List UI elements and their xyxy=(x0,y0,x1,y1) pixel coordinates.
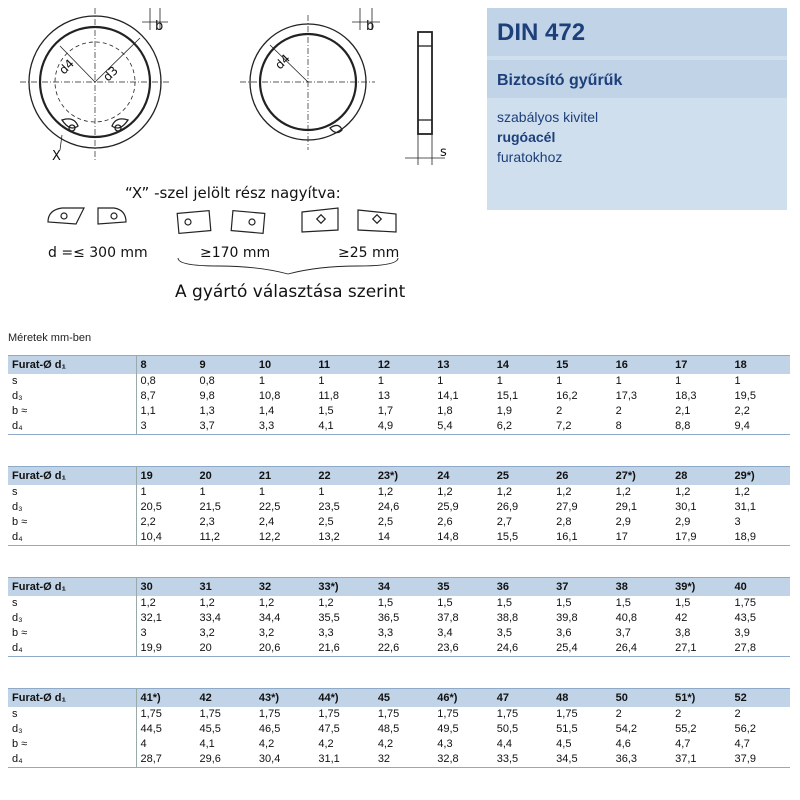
table-cell: 37,8 xyxy=(437,612,459,624)
table-cell: 1,2 xyxy=(615,486,631,498)
table-cell: 1,75 xyxy=(199,708,221,720)
table-cell: 32,8 xyxy=(433,752,492,768)
table-cell: 3,3 xyxy=(318,627,334,639)
table-cell: 1,2 xyxy=(140,597,156,609)
table-cell: 1,3 xyxy=(199,405,215,417)
table-cell: 44,5 xyxy=(140,723,162,735)
table-cell: 4,3 xyxy=(437,738,453,750)
table-cell: 2 xyxy=(734,708,741,720)
header-cell: 10 xyxy=(255,356,314,375)
table-cell: 0,8 xyxy=(140,375,156,387)
table-cell: 29,1 xyxy=(615,501,638,513)
table-cell: 1,5 xyxy=(556,597,572,609)
table-cell: 36,5 xyxy=(377,612,400,624)
table-cell: 14,1 xyxy=(437,390,459,402)
table-cell: 1 xyxy=(496,375,503,387)
table-cell: 50,5 xyxy=(496,723,519,735)
header-cell: 9 xyxy=(195,356,254,375)
header-cell: 33*) xyxy=(314,578,373,597)
header-cell: 15 xyxy=(552,356,611,375)
table-cell: 2,7 xyxy=(496,516,513,528)
header-cell: 47 xyxy=(493,689,552,708)
table-cell: 3,2 xyxy=(199,627,215,639)
header-cell: 22 xyxy=(314,467,373,486)
table-cell: 28,7 xyxy=(136,752,195,768)
table-cell: 3 xyxy=(136,419,195,435)
table-cell: 5,4 xyxy=(433,419,492,435)
table-cell: 25,9 xyxy=(437,501,459,513)
table-row xyxy=(8,419,790,435)
table-cell: 1,75 xyxy=(258,708,281,720)
table-cell: 34,4 xyxy=(258,612,281,624)
table-header-row xyxy=(8,578,790,597)
table-row xyxy=(8,611,790,626)
label-s: s xyxy=(440,145,447,160)
table-cell: 1 xyxy=(734,375,741,387)
header-cell: 21 xyxy=(255,467,314,486)
header-cell: 11 xyxy=(314,356,373,375)
table-cell: 2,5 xyxy=(377,516,394,528)
row-label: d₄ xyxy=(8,530,136,546)
table-cell: 33,4 xyxy=(199,612,221,624)
table-cell: 3,8 xyxy=(675,627,691,639)
table-cell: 1,5 xyxy=(437,597,453,609)
header-cell: 34 xyxy=(374,578,433,597)
header-cell: 45 xyxy=(374,689,433,708)
header-cell: 36 xyxy=(493,578,552,597)
table-cell: 17,3 xyxy=(615,390,638,402)
table-cell: 24,6 xyxy=(377,501,400,513)
table-cell: 9,8 xyxy=(199,390,215,402)
row-label: b ≈ xyxy=(8,404,136,419)
table-cell: 22,6 xyxy=(374,641,433,657)
table-cell: 9,4 xyxy=(731,419,790,435)
table-cell: 3,3 xyxy=(377,627,394,639)
table-cell: 0,8 xyxy=(199,375,215,387)
table-cell: 1 xyxy=(258,486,266,498)
table-cell: 4,2 xyxy=(318,738,334,750)
table-cell: 4,7 xyxy=(675,738,691,750)
header-cell: 52 xyxy=(731,689,790,708)
table-cell: 7,2 xyxy=(552,419,611,435)
header-cell: 23*) xyxy=(374,467,433,486)
table-cell: 32 xyxy=(374,752,433,768)
table-cell: 33,5 xyxy=(493,752,552,768)
table-cell: 4,1 xyxy=(199,738,215,750)
header-cell: 46*) xyxy=(433,689,492,708)
row-label: b ≈ xyxy=(8,515,136,530)
table-row xyxy=(8,722,790,737)
header-cell: 28 xyxy=(671,467,730,486)
table-cell: 2 xyxy=(556,405,563,417)
table-row xyxy=(8,389,790,404)
table-row xyxy=(8,626,790,641)
product-title: Biztosító gyűrűk xyxy=(497,72,623,89)
table-cell: 55,2 xyxy=(675,723,697,735)
table-cell: 1 xyxy=(675,375,682,387)
table-cell: 1,7 xyxy=(377,405,394,417)
table-header-row xyxy=(8,689,790,708)
table-cell: 54,2 xyxy=(615,723,638,735)
row-label: d₃ xyxy=(8,500,136,515)
table-cell: 1,1 xyxy=(140,405,156,417)
table-cell: 17 xyxy=(612,530,671,546)
table-cell: 4,5 xyxy=(556,738,572,750)
table-cell: 16,1 xyxy=(552,530,611,546)
header-cell: 38 xyxy=(612,578,671,597)
table-cell: 10,8 xyxy=(258,390,281,402)
table-header-row xyxy=(8,467,790,486)
table-row xyxy=(8,530,790,546)
header-cell: 31 xyxy=(195,578,254,597)
header-cell: 20 xyxy=(195,467,254,486)
table-cell: 1,5 xyxy=(675,597,691,609)
table-cell: 8 xyxy=(612,419,671,435)
table-cell: 1,5 xyxy=(377,597,394,609)
header-cell: 19 xyxy=(136,467,195,486)
table-cell: 2,6 xyxy=(437,516,453,528)
detail-label-d: d =≤ 300 mm xyxy=(48,245,148,261)
table-cell: 1 xyxy=(556,375,563,387)
table-cell: 20,6 xyxy=(255,641,314,657)
table-cell: 4,1 xyxy=(314,419,373,435)
table-cell: 1,2 xyxy=(734,486,750,498)
table-cell: 6,2 xyxy=(493,419,552,435)
table-row xyxy=(8,485,790,500)
detail-shapes xyxy=(48,208,398,274)
dimension-table-3 xyxy=(8,577,790,657)
table-row xyxy=(8,707,790,722)
table-cell: 1,75 xyxy=(556,708,578,720)
row-label: d₄ xyxy=(8,641,136,657)
row-label: s xyxy=(8,596,136,611)
table-cell: 4,4 xyxy=(496,738,513,750)
table-cell: 20 xyxy=(195,641,254,657)
table-cell: 11,8 xyxy=(318,390,339,402)
table-cell: 1,5 xyxy=(318,405,334,417)
ring-side-view xyxy=(405,32,445,165)
header-cell: 14 xyxy=(493,356,552,375)
table-cell: 1,75 xyxy=(377,708,400,720)
ring-front-view-left xyxy=(20,8,170,160)
header-cell: 8 xyxy=(136,356,195,375)
table-cell: 13 xyxy=(377,390,391,402)
table-cell: 45,5 xyxy=(199,723,221,735)
table-cell: 14,8 xyxy=(433,530,492,546)
ring-front-view-middle xyxy=(240,8,380,150)
table-cell: 3,6 xyxy=(556,627,572,639)
table-row xyxy=(8,596,790,611)
table-cell: 21,6 xyxy=(314,641,373,657)
table-cell: 1 xyxy=(258,375,266,387)
table-cell: 36,3 xyxy=(612,752,671,768)
table-cell: 14 xyxy=(374,530,433,546)
table-row xyxy=(8,737,790,752)
header-cell: 50 xyxy=(612,689,671,708)
table-cell: 49,5 xyxy=(437,723,459,735)
table-cell: 48,5 xyxy=(377,723,400,735)
table-cell: 18,3 xyxy=(675,390,697,402)
table-cell: 1 xyxy=(318,486,325,498)
row-label: b ≈ xyxy=(8,737,136,752)
detail-label-170: ≥170 mm xyxy=(200,245,271,261)
table-cell: 35,5 xyxy=(318,612,340,624)
table-cell: 22,5 xyxy=(258,501,281,513)
table-cell: 56,2 xyxy=(734,723,756,735)
table-row xyxy=(8,515,790,530)
table-row xyxy=(8,500,790,515)
table-cell: 4,2 xyxy=(377,738,394,750)
table-cell: 19,5 xyxy=(734,390,756,402)
table-cell: 25,4 xyxy=(552,641,611,657)
table-cell: 12,2 xyxy=(255,530,314,546)
table-cell: 2 xyxy=(675,708,682,720)
table-cell: 1,2 xyxy=(496,486,513,498)
label-x: X xyxy=(52,149,61,164)
table-cell: 19,9 xyxy=(136,641,195,657)
row-label: d₃ xyxy=(8,389,136,404)
dimension-table-1 xyxy=(8,355,790,435)
table-cell: 1,2 xyxy=(258,597,275,609)
table-cell: 37,1 xyxy=(671,752,730,768)
table-cell: 1 xyxy=(140,486,147,498)
header-cell: 27*) xyxy=(612,467,671,486)
table-cell: 2,9 xyxy=(615,516,631,528)
table-cell: 46,5 xyxy=(258,723,281,735)
table-cell: 1 xyxy=(318,375,325,387)
label-d3: d3 xyxy=(100,63,121,85)
table-cell: 27,9 xyxy=(556,501,578,513)
table-cell: 4,7 xyxy=(734,738,750,750)
row-label: d₄ xyxy=(8,752,136,768)
label-b-left: b xyxy=(155,19,164,34)
table-cell: 27,1 xyxy=(671,641,730,657)
header-cell: 18 xyxy=(731,356,790,375)
table-cell: 27,8 xyxy=(731,641,790,657)
table-cell: 34,5 xyxy=(552,752,611,768)
table-cell: 2,1 xyxy=(675,405,691,417)
table-row xyxy=(8,404,790,419)
row-label: d₄ xyxy=(8,419,136,435)
header-cell: 44*) xyxy=(314,689,373,708)
label-d4-middle: d4 xyxy=(272,51,293,73)
table-cell: 8,7 xyxy=(140,390,156,402)
table-cell: 31,1 xyxy=(314,752,373,768)
header-cell: 26 xyxy=(552,467,611,486)
table-cell: 3 xyxy=(140,627,147,639)
table-cell: 1,75 xyxy=(496,708,519,720)
table-cell: 30,4 xyxy=(255,752,314,768)
table-cell: 1,4 xyxy=(258,405,275,417)
table-cell: 1,75 xyxy=(318,708,340,720)
technical-drawing xyxy=(0,0,480,315)
table-cell: 2,8 xyxy=(556,516,572,528)
table-cell: 1,75 xyxy=(734,597,756,609)
table-cell: 18,9 xyxy=(731,530,790,546)
desc-line-3: furatokhoz xyxy=(497,149,563,165)
table-cell: 1 xyxy=(437,375,444,387)
table-cell: 1,2 xyxy=(318,597,334,609)
dimension-table-2 xyxy=(8,466,790,546)
table-cell: 4,6 xyxy=(615,738,631,750)
header-cell: 30 xyxy=(136,578,195,597)
header-cell: 16 xyxy=(612,356,671,375)
row-label: b ≈ xyxy=(8,626,136,641)
row-label: Furat-Ø d₁ xyxy=(8,356,136,375)
table-cell: 13,2 xyxy=(314,530,373,546)
row-label: Furat-Ø d₁ xyxy=(8,689,136,708)
table-cell: 3,9 xyxy=(734,627,750,639)
table-cell: 15,5 xyxy=(493,530,552,546)
label-b-middle: b xyxy=(366,19,375,34)
table-cell: 40,8 xyxy=(615,612,638,624)
table-cell: 1,2 xyxy=(437,486,453,498)
table-cell: 3,7 xyxy=(195,419,254,435)
manufacturer-choice-caption: A gyártó választása szerint xyxy=(175,282,406,302)
row-label: s xyxy=(8,374,136,389)
table-cell: 2,4 xyxy=(258,516,275,528)
table-cell: 31,1 xyxy=(734,501,756,513)
table-cell: 3,2 xyxy=(258,627,275,639)
table-cell: 2,3 xyxy=(199,516,215,528)
table-cell: 4,9 xyxy=(374,419,433,435)
header-cell: 35 xyxy=(433,578,492,597)
table-cell: 38,8 xyxy=(496,612,519,624)
table-cell: 1 xyxy=(199,486,206,498)
table-cell: 1,5 xyxy=(496,597,513,609)
table-cell: 2 xyxy=(615,405,622,417)
table-cell: 26,9 xyxy=(496,501,519,513)
table-cell: 1,2 xyxy=(675,486,691,498)
table-cell: 43,5 xyxy=(734,612,756,624)
table-cell: 1 xyxy=(377,375,384,387)
table-cell: 23,6 xyxy=(433,641,492,657)
table-cell: 1,75 xyxy=(140,708,162,720)
table-cell: 2,9 xyxy=(675,516,691,528)
table-cell: 32,1 xyxy=(140,612,162,624)
table-cell: 4,2 xyxy=(258,738,275,750)
table-cell: 20,5 xyxy=(140,501,162,513)
header-cell: 40 xyxy=(731,578,790,597)
table-cell: 3,3 xyxy=(255,419,314,435)
table-cell: 1,2 xyxy=(556,486,572,498)
table-row xyxy=(8,752,790,768)
table-cell: 3,5 xyxy=(496,627,513,639)
header-cell: 17 xyxy=(671,356,730,375)
table-cell: 42 xyxy=(675,612,688,624)
header-cell: 37 xyxy=(552,578,611,597)
header-cell: 39*) xyxy=(671,578,730,597)
table-row xyxy=(8,641,790,657)
table-cell: 23,5 xyxy=(318,501,340,513)
table-cell: 1,9 xyxy=(496,405,513,417)
table-header-row xyxy=(8,356,790,375)
label-d4-left: d4 xyxy=(56,56,77,78)
row-label: s xyxy=(8,707,136,722)
table-cell: 2 xyxy=(615,708,622,720)
header-cell: 42 xyxy=(195,689,254,708)
table-row xyxy=(8,374,790,389)
header-cell: 24 xyxy=(433,467,492,486)
table-cell: 1,75 xyxy=(437,708,459,720)
header-cell: 51*) xyxy=(671,689,730,708)
table-cell: 39,8 xyxy=(556,612,578,624)
header-cell: 29*) xyxy=(731,467,790,486)
table-cell: 1,2 xyxy=(199,597,215,609)
table-cell: 2,2 xyxy=(734,405,750,417)
table-cell: 16,2 xyxy=(556,390,578,402)
detail-label-25: ≥25 mm xyxy=(338,245,400,261)
dimension-table-4 xyxy=(8,688,790,768)
table-cell: 3,7 xyxy=(615,627,631,639)
enlargement-caption: “X” -szel jelölt rész nagyítva: xyxy=(125,184,341,202)
table-cell: 3 xyxy=(734,516,741,528)
table-cell: 1,2 xyxy=(377,486,394,498)
table-cell: 8,8 xyxy=(671,419,730,435)
row-label: d₃ xyxy=(8,722,136,737)
row-label: d₃ xyxy=(8,611,136,626)
table-cell: 21,5 xyxy=(199,501,221,513)
table-cell: 15,1 xyxy=(496,390,519,402)
table-cell: 30,1 xyxy=(675,501,697,513)
units-note: Méretek mm-ben xyxy=(8,332,92,344)
table-cell: 17,9 xyxy=(671,530,730,546)
table-cell: 2,5 xyxy=(318,516,334,528)
desc-line-1: szabályos kivitel xyxy=(497,109,599,125)
row-label: Furat-Ø d₁ xyxy=(8,578,136,597)
table-cell: 29,6 xyxy=(195,752,254,768)
table-cell: 1 xyxy=(615,375,622,387)
table-cell: 4 xyxy=(140,738,147,750)
info-box xyxy=(487,8,787,210)
standard-title: DIN 472 xyxy=(497,19,586,46)
table-cell: 24,6 xyxy=(493,641,552,657)
table-cell: 47,5 xyxy=(318,723,340,735)
row-label: Furat-Ø d₁ xyxy=(8,467,136,486)
table-cell: 1,8 xyxy=(437,405,453,417)
desc-line-2: rugóacél xyxy=(497,129,556,145)
header-cell: 43*) xyxy=(255,689,314,708)
table-cell: 37,9 xyxy=(731,752,790,768)
header-cell: 12 xyxy=(374,356,433,375)
header-cell: 41*) xyxy=(136,689,195,708)
header-cell: 32 xyxy=(255,578,314,597)
header-cell: 13 xyxy=(433,356,492,375)
header-cell: 25 xyxy=(493,467,552,486)
table-cell: 11,2 xyxy=(195,530,254,546)
table-cell: 51,5 xyxy=(556,723,578,735)
row-label: s xyxy=(8,485,136,500)
table-cell: 2,2 xyxy=(140,516,156,528)
table-cell: 10,4 xyxy=(136,530,195,546)
table-cell: 26,4 xyxy=(612,641,671,657)
header-cell: 48 xyxy=(552,689,611,708)
table-cell: 1,5 xyxy=(615,597,631,609)
table-cell: 3,4 xyxy=(437,627,453,639)
